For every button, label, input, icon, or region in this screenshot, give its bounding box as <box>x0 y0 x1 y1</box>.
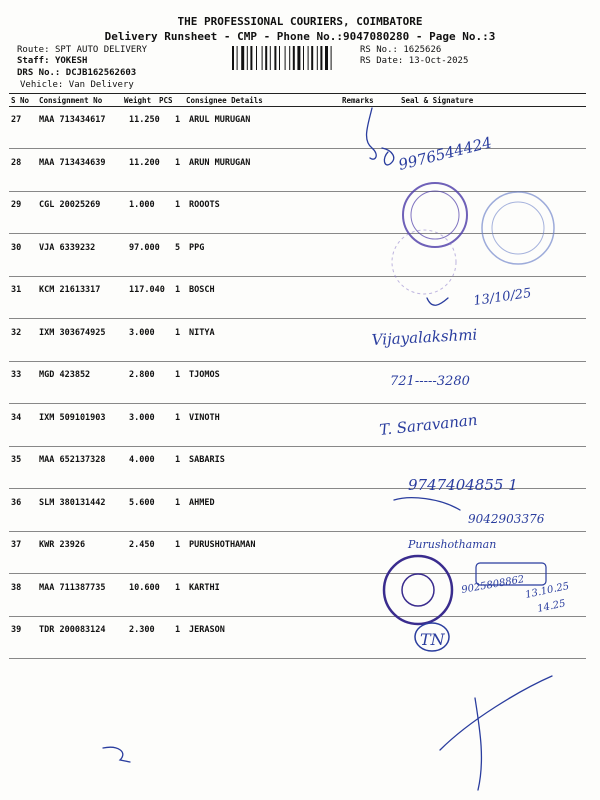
cell-pcs: 1 <box>175 285 181 295</box>
cell-sno: 37 <box>11 540 22 550</box>
table-row <box>9 191 586 234</box>
barcode-bar <box>311 46 313 70</box>
cell-consignee: NITYA <box>189 327 215 338</box>
cell-sno: 32 <box>11 327 22 338</box>
cell-consignee: VINOTH <box>189 412 220 423</box>
rs-no-value: 1625626 <box>403 45 442 55</box>
cell-consignment: MAA 711387735 <box>39 582 106 593</box>
col-remarks: Remarks <box>342 96 374 105</box>
cell-pcs: 1 <box>175 540 181 550</box>
cell-consignment: IXM 509101903 <box>39 412 106 423</box>
cell-weight: 11.200 <box>129 157 160 168</box>
col-consignment: Consignment No <box>39 96 103 105</box>
barcode-bar <box>250 46 252 70</box>
cell-weight: 2.300 <box>129 625 155 635</box>
barcode-bar <box>279 46 280 70</box>
hw-sign-1: Vijayalakshmi <box>371 325 478 349</box>
cell-pcs: 1 <box>175 115 181 125</box>
cell-sno: 33 <box>11 370 22 380</box>
hw-phone-1: 9976544424 <box>396 133 494 174</box>
barcode-bar <box>285 46 286 70</box>
cell-consignee: ROOOTS <box>189 200 220 210</box>
cell-sno: 27 <box>11 115 22 125</box>
cell-consignment: KWR 23926 <box>39 540 86 550</box>
drs-label: DRS No.: <box>17 68 61 78</box>
rs-no-line <box>360 45 441 56</box>
table-header <box>9 93 586 107</box>
barcode-bar <box>232 46 234 70</box>
cell-consignment: MAA 713434617 <box>39 115 106 125</box>
cell-consignee: AHMED <box>189 497 215 508</box>
cell-consignment: IXM 303674925 <box>39 327 106 338</box>
barcode-bar <box>247 46 248 70</box>
barcode-bar <box>289 46 290 70</box>
cell-sno: 30 <box>11 242 22 253</box>
cell-sno: 38 <box>11 582 22 593</box>
vehicle-label: Vehicle: <box>20 80 64 90</box>
cell-sno: 39 <box>11 625 22 635</box>
cell-sno: 34 <box>11 412 22 423</box>
cell-pcs: 1 <box>175 455 181 465</box>
cell-consignee: ARUL MURUGAN <box>189 115 251 125</box>
table-row <box>9 574 586 617</box>
bottom-mark-right <box>440 676 552 750</box>
cell-consignment: SLM 380131442 <box>39 497 106 508</box>
barcode <box>231 46 355 70</box>
barcode-bar <box>317 46 318 70</box>
rs-date-value: 13-Oct-2025 <box>408 56 469 66</box>
table-row <box>9 489 586 532</box>
cell-consignee: SABARIS <box>189 455 225 465</box>
hw-date-2: 13.10.25 <box>524 580 571 601</box>
cell-consignee: JERASON <box>189 625 225 635</box>
drs-value: DCJB162562603 <box>65 68 137 78</box>
cell-weight: 4.000 <box>129 455 155 465</box>
cell-weight: 2.800 <box>129 370 155 380</box>
cell-weight: 3.000 <box>129 412 155 423</box>
bottom-mark-right-2 <box>475 698 481 790</box>
cell-consignee: ARUN MURUGAN <box>189 157 251 168</box>
cell-weight: 117.040 <box>129 285 165 295</box>
table-row <box>9 106 586 149</box>
hw-stamp-initials: TN <box>420 630 445 649</box>
barcode-bar <box>320 46 322 70</box>
cell-consignee: PURUSHOTHAMAN <box>189 540 256 550</box>
barcode-bar <box>274 46 276 70</box>
staff-line <box>17 56 87 67</box>
cell-consignment: TDR 200083124 <box>39 625 106 635</box>
vehicle-value: Van Delivery <box>68 80 134 90</box>
cell-consignee: TJOMOS <box>189 370 220 380</box>
route-value: SPT AUTO DELIVERY <box>54 45 148 55</box>
table-row <box>9 361 586 404</box>
table-row <box>9 616 586 659</box>
cell-sno: 35 <box>11 455 22 465</box>
cell-weight: 97.000 <box>129 242 160 253</box>
cell-consignee: BOSCH <box>189 285 215 295</box>
rs-date-line <box>360 56 468 67</box>
cell-pcs: 5 <box>175 242 181 253</box>
hw-phone-4: 9042903376 <box>468 512 545 526</box>
cell-consignment: MAA 652137328 <box>39 455 106 465</box>
cell-pcs: 1 <box>175 497 181 508</box>
company-title: THE PROFESSIONAL COURIERS, COIMBATORE <box>177 15 423 28</box>
cell-consignment: CGL 20025269 <box>39 200 101 210</box>
barcode-bar <box>303 46 304 70</box>
cell-pcs: 1 <box>175 582 181 593</box>
barcode-bar <box>331 46 332 70</box>
hw-date-1: 13/10/25 <box>472 285 533 309</box>
col-consignee: Consignee Details <box>186 96 263 105</box>
table-row <box>9 531 586 574</box>
table-row <box>9 149 586 192</box>
col-sno: S No <box>11 96 30 105</box>
hw-phone-3: 9747404855 1 <box>408 476 518 494</box>
cell-consignment: MAA 713434639 <box>39 157 106 168</box>
hw-time: 14.25 <box>536 598 567 615</box>
cell-consignment: KCM 21613317 <box>39 285 101 295</box>
cell-pcs: 1 <box>175 625 181 635</box>
hw-phone-5: 9025808862 <box>460 574 526 596</box>
col-pcs: PCS <box>159 96 173 105</box>
cell-pcs: 1 <box>175 370 181 380</box>
table-row <box>9 319 586 362</box>
cell-consignee: PPG <box>189 242 205 253</box>
cell-weight: 5.600 <box>129 497 155 508</box>
barcode-bar <box>256 46 257 70</box>
barcode-bar <box>270 46 271 70</box>
barcode-bar <box>293 46 295 70</box>
cell-sno: 31 <box>11 285 22 295</box>
cell-weight: 3.000 <box>129 327 155 338</box>
table-row <box>9 446 586 489</box>
bottom-mark-left <box>103 747 130 762</box>
hw-phone-2: 721-----3280 <box>390 374 470 389</box>
table-row <box>9 276 586 319</box>
cell-weight: 1.000 <box>129 200 155 210</box>
hw-sign-2: T. Saravanan <box>378 410 479 439</box>
barcode-bar <box>325 46 328 70</box>
cell-consignment: VJA 6339232 <box>39 242 96 253</box>
table-row <box>9 404 586 447</box>
cell-pcs: 1 <box>175 157 181 168</box>
barcode-bar <box>297 46 300 70</box>
cell-pcs: 1 <box>175 200 181 210</box>
barcode-bar <box>237 46 238 70</box>
route-line <box>17 45 147 56</box>
cell-weight: 10.600 <box>129 582 160 593</box>
runsheet-title: Delivery Runsheet - CMP - Phone No.:9047080280 - Page No.:3 <box>104 30 496 43</box>
col-weight: Weight <box>124 96 152 105</box>
cell-consignee: KARTHI <box>189 582 220 593</box>
barcode-bar <box>265 46 267 70</box>
staff-value: YOKESH <box>54 56 88 66</box>
barcode-bar <box>262 46 263 70</box>
cell-pcs: 1 <box>175 327 181 338</box>
rs-date-label: RS Date: <box>360 56 404 66</box>
vehicle-line <box>20 80 134 91</box>
barcode-bar <box>241 46 244 70</box>
table-row <box>9 234 586 277</box>
cell-consignment: MGD 423852 <box>39 370 91 380</box>
staff-label: Staff: <box>17 56 50 66</box>
cell-pcs: 1 <box>175 412 181 423</box>
route-label: Route: <box>17 45 50 55</box>
cell-sno: 28 <box>11 157 22 168</box>
barcode-bar <box>308 46 309 70</box>
rs-no-label: RS No.: <box>360 45 398 55</box>
cell-weight: 2.450 <box>129 540 155 550</box>
cell-sno: 36 <box>11 497 22 508</box>
col-seal: Seal & Signature <box>401 96 474 105</box>
drs-line <box>17 68 136 79</box>
cell-sno: 29 <box>11 200 22 210</box>
cell-weight: 11.250 <box>129 115 160 125</box>
hw-sign-3: Purushothaman <box>408 538 497 551</box>
